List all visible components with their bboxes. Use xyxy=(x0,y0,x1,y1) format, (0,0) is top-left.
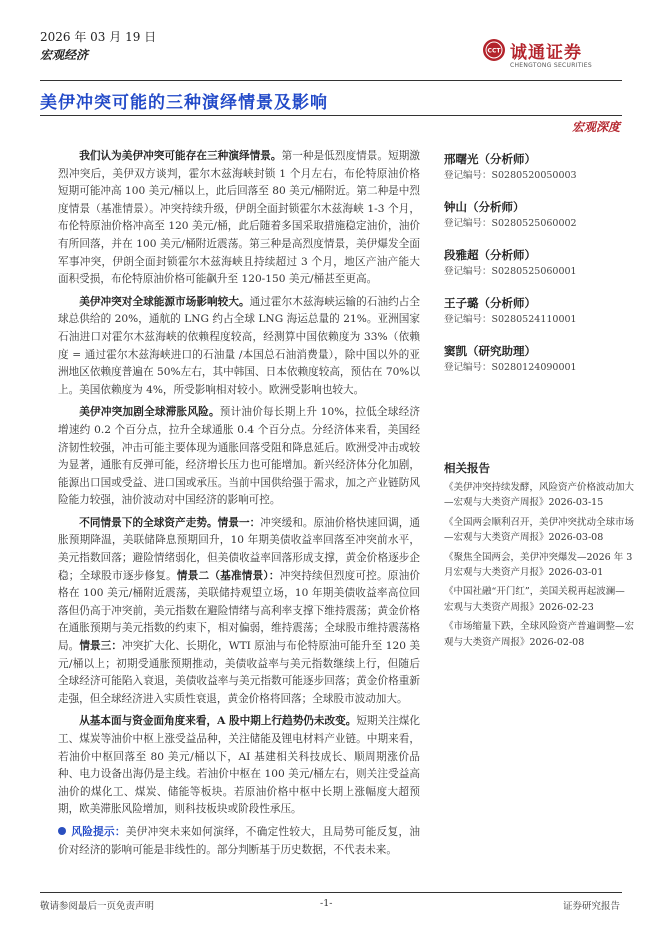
analyst-entry xyxy=(444,198,634,232)
analyst-entry xyxy=(444,342,634,376)
paragraph-text: 预计油价每长期上升 10%，拉低全球经济增速约 0.2 个百分点，拉升全球通胀 0.4 个百分点。分经济体来看，美国经济韧性较强，冲击可能主要体现为通胀回落受阻和降息延后。欧洲受冲击或较为显著，通胀有反弹可能，经济增长压力也可能增加。新兴经济体分化加剧，能源出口国或受益、进口国或承压。当前中国供给强于需求，加之产业链防风险能力较强，油价波动对中国经济的影响可控。 xyxy=(58,406,420,507)
sidebar xyxy=(444,150,634,654)
paragraph-a-shares xyxy=(58,713,420,819)
report-category: 宏观经济 xyxy=(40,48,89,62)
paragraph-lead: 美伊冲突对全球能源市场影响较大。 xyxy=(79,295,250,308)
risk-warning xyxy=(58,824,420,859)
risk-label: 风险提示： xyxy=(71,825,126,838)
paragraph-lead: 我们认为美伊冲突可能存在三种演绎情景。 xyxy=(79,150,282,162)
cct-seal-icon xyxy=(482,38,506,62)
paragraph-text: 冲突缓和。原油价格快速回调，通胀预期降温，美联储降息预期回升，10 年期美债收益率回落至冲突前水平，美元指数回落；避险情绪弱化，但美债收益率回落形成支撑，黄金价格逐步企稳；全球股市逐步修复。 xyxy=(58,516,421,582)
logo-name-cn: 诚通证券 xyxy=(510,43,582,63)
related-report-link[interactable]: 《全国两会顺利召开，美伊冲突扰动全球市场—宏观与大类资产周报》2026-03-08 xyxy=(444,516,635,544)
seal-text: CCT xyxy=(487,47,501,55)
paragraph-lead: 从基本面与资金面角度来看，A 股中期上行趋势仍未改变。 xyxy=(79,715,357,728)
analyst-registration: 登记编号：S0280525060002 xyxy=(444,218,577,229)
logo-name-en: CHENGTONG SECURITIES xyxy=(510,62,593,69)
paragraph-lead: 不同情景下的全球资产走势。 xyxy=(79,516,218,529)
analyst-name: 段雅超（分析师） xyxy=(444,248,536,262)
analyst-entry xyxy=(444,150,634,184)
analyst-name: 王子璐（分析师） xyxy=(444,296,536,310)
risk-text: 美伊冲突未来如何演绎，不确定性较大，且局势可能反复，油价对经济的影响可能是非线性的。部分判断基于历史数据，不代表未来。 xyxy=(58,825,420,856)
related-report-link[interactable]: 《市场缩量下跌，全球风险资产普遍调整—宏观与大类资产周报》2026-02-08 xyxy=(444,621,635,648)
paragraph-text: 冲突持续但烈度可控。原油价格在 100 美元/桶附近震荡，美联储持观望立场，10 年期美债收益率高位回落但仍高于冲突前，美元指数在避险情绪与高利率支撑下维持震荡；黄金价格在通胀预期与美元指数的约束下，相对偏弱，维持震荡；全球股市维持震荡格局。 xyxy=(58,569,421,653)
analyst-registration: 登记编号：S0280525060001 xyxy=(444,266,577,277)
scenario-label: 情景二（基准情景）： xyxy=(176,569,280,582)
footer-disclaimer: 敬请参阅最后一页免责声明 xyxy=(40,901,155,912)
page-number: -1- xyxy=(320,898,333,909)
report-date: 2026 年 03 月 19 日 xyxy=(40,30,157,44)
scenario-label: 情景三： xyxy=(79,640,123,653)
scenario-label: 情景一： xyxy=(217,516,261,529)
analyst-name: 邢曙光（分析师） xyxy=(444,152,536,166)
bullet-icon xyxy=(58,827,66,835)
footer-label: 证券研究报告 xyxy=(562,901,620,912)
related-reports-heading: 相关报告 xyxy=(444,461,490,475)
analyst-registration: 登记编号：S0280124090001 xyxy=(444,362,577,373)
paragraph-lead: 美伊冲突加剧全球滞胀风险。 xyxy=(79,406,220,419)
related-report-link[interactable]: 《美伊冲突持续发酵，风险资产价格波动加大—宏观与大类资产周报》2026-03-15 xyxy=(444,482,635,509)
paragraph-scenarios xyxy=(58,148,420,289)
main-text xyxy=(58,148,420,864)
title-divider xyxy=(40,115,622,116)
paragraph-text: 通过霍尔木兹海峡运输的石油约占全球总供给的 20%，通航的 LNG 约占全球 LNG 海运总量的 21%。亚洲国家石油进口对霍尔木兹海峡的依赖程度较高，经测算中国依赖度为 33%（依赖度 = 通过霍尔木兹海峡进口的石油量 /本国总石油消费量），除中国以外的亚洲地区依赖度普遍在 50%左右，其中韩国、日本依赖度较高，预估在 70%以上。美国依赖度为 4%，所受影响相对较小。欧洲受影响也较大。 xyxy=(58,295,421,396)
page-title: 美伊冲突可能的三种演绎情景及影响 xyxy=(40,93,328,113)
paragraph-text: 冲突扩大化、长期化，WTI 原油与布伦特原油可能升至 120 美元/桶以上；初期受通胀预期推动，美债收益率与美元指数继续上行，但随后全球经济可能陷入衰退，美债收益率与美元指数可能逐步回落；黄金价格重新走强，但全球经济进入实质性衰退，黄金价格将回落；全球股市波动加大。 xyxy=(58,640,421,705)
footer-divider xyxy=(40,892,622,893)
analyst-registration: 登记编号：S0280520050003 xyxy=(444,170,577,181)
paragraph-text: 短期关注煤化工、煤炭等油价中枢上涨受益品种，关注储能及锂电材料产业链。中期来看，若油价中枢回落至 80 美元/桶以下，AI 基建相关科技成长、顺周期涨价品种、电力设备出海仍是主线。若油价中枢在 100 美元/桶左右，则关注受益高油价的煤化工、煤炭、储能等板块。若原油价格中枢中长期上涨幅度大超预期，欧美滞胀风险增加，则科技板块或阶段性承压。 xyxy=(58,715,421,816)
company-logo xyxy=(482,38,622,78)
paragraph-stagflation xyxy=(58,404,420,510)
analyst-name: 窦凯（研究助理） xyxy=(444,344,536,358)
analyst-name: 钟山（分析师） xyxy=(444,200,525,214)
related-report-link[interactable]: 《聚焦全国两会，美伊冲突爆发—2026 年 3 月宏观与大类资产月报》2026-03-01 xyxy=(444,551,633,579)
paragraph-energy xyxy=(58,294,420,400)
analyst-entry xyxy=(444,294,634,328)
header-divider xyxy=(40,80,622,81)
report-type-label: 宏观深度 xyxy=(571,120,620,134)
paragraph-assets xyxy=(58,515,420,709)
paragraph-text: 第一种是低烈度情景。短期激烈冲突后，美伊双方谈判，霍尔木兹海峡封锁 1 个月左右，布伦特原油价格短期可能冲高 100 美元/桶以上，此后回落至 80 美元/桶附近。第二种是中烈度情景（基准情景）。冲突持续升级，伊朗全面封锁霍尔木兹海峡 1-3 个月，布伦特原油价格冲高至 120 美元/桶，此后随着多国采取措施稳定油价，油价有所回落，并在 100 美元/桶附近震荡。第三种是高烈度情景，美伊爆发全面军事冲突，伊朗全面封锁霍尔木兹海峡且持续超过 3 个月，地区产油产能大面积受损，布伦特原油价格可能飙升至 120-150 美元/桶甚至更高。 xyxy=(58,150,420,286)
analyst-registration: 登记编号：S0280524110001 xyxy=(444,314,577,325)
analyst-entry xyxy=(444,246,634,280)
related-report-link[interactable]: 《中国社融“开门红”，美国关税再起波澜—宏观与大类资产周报》2026-02-23 xyxy=(444,586,625,613)
